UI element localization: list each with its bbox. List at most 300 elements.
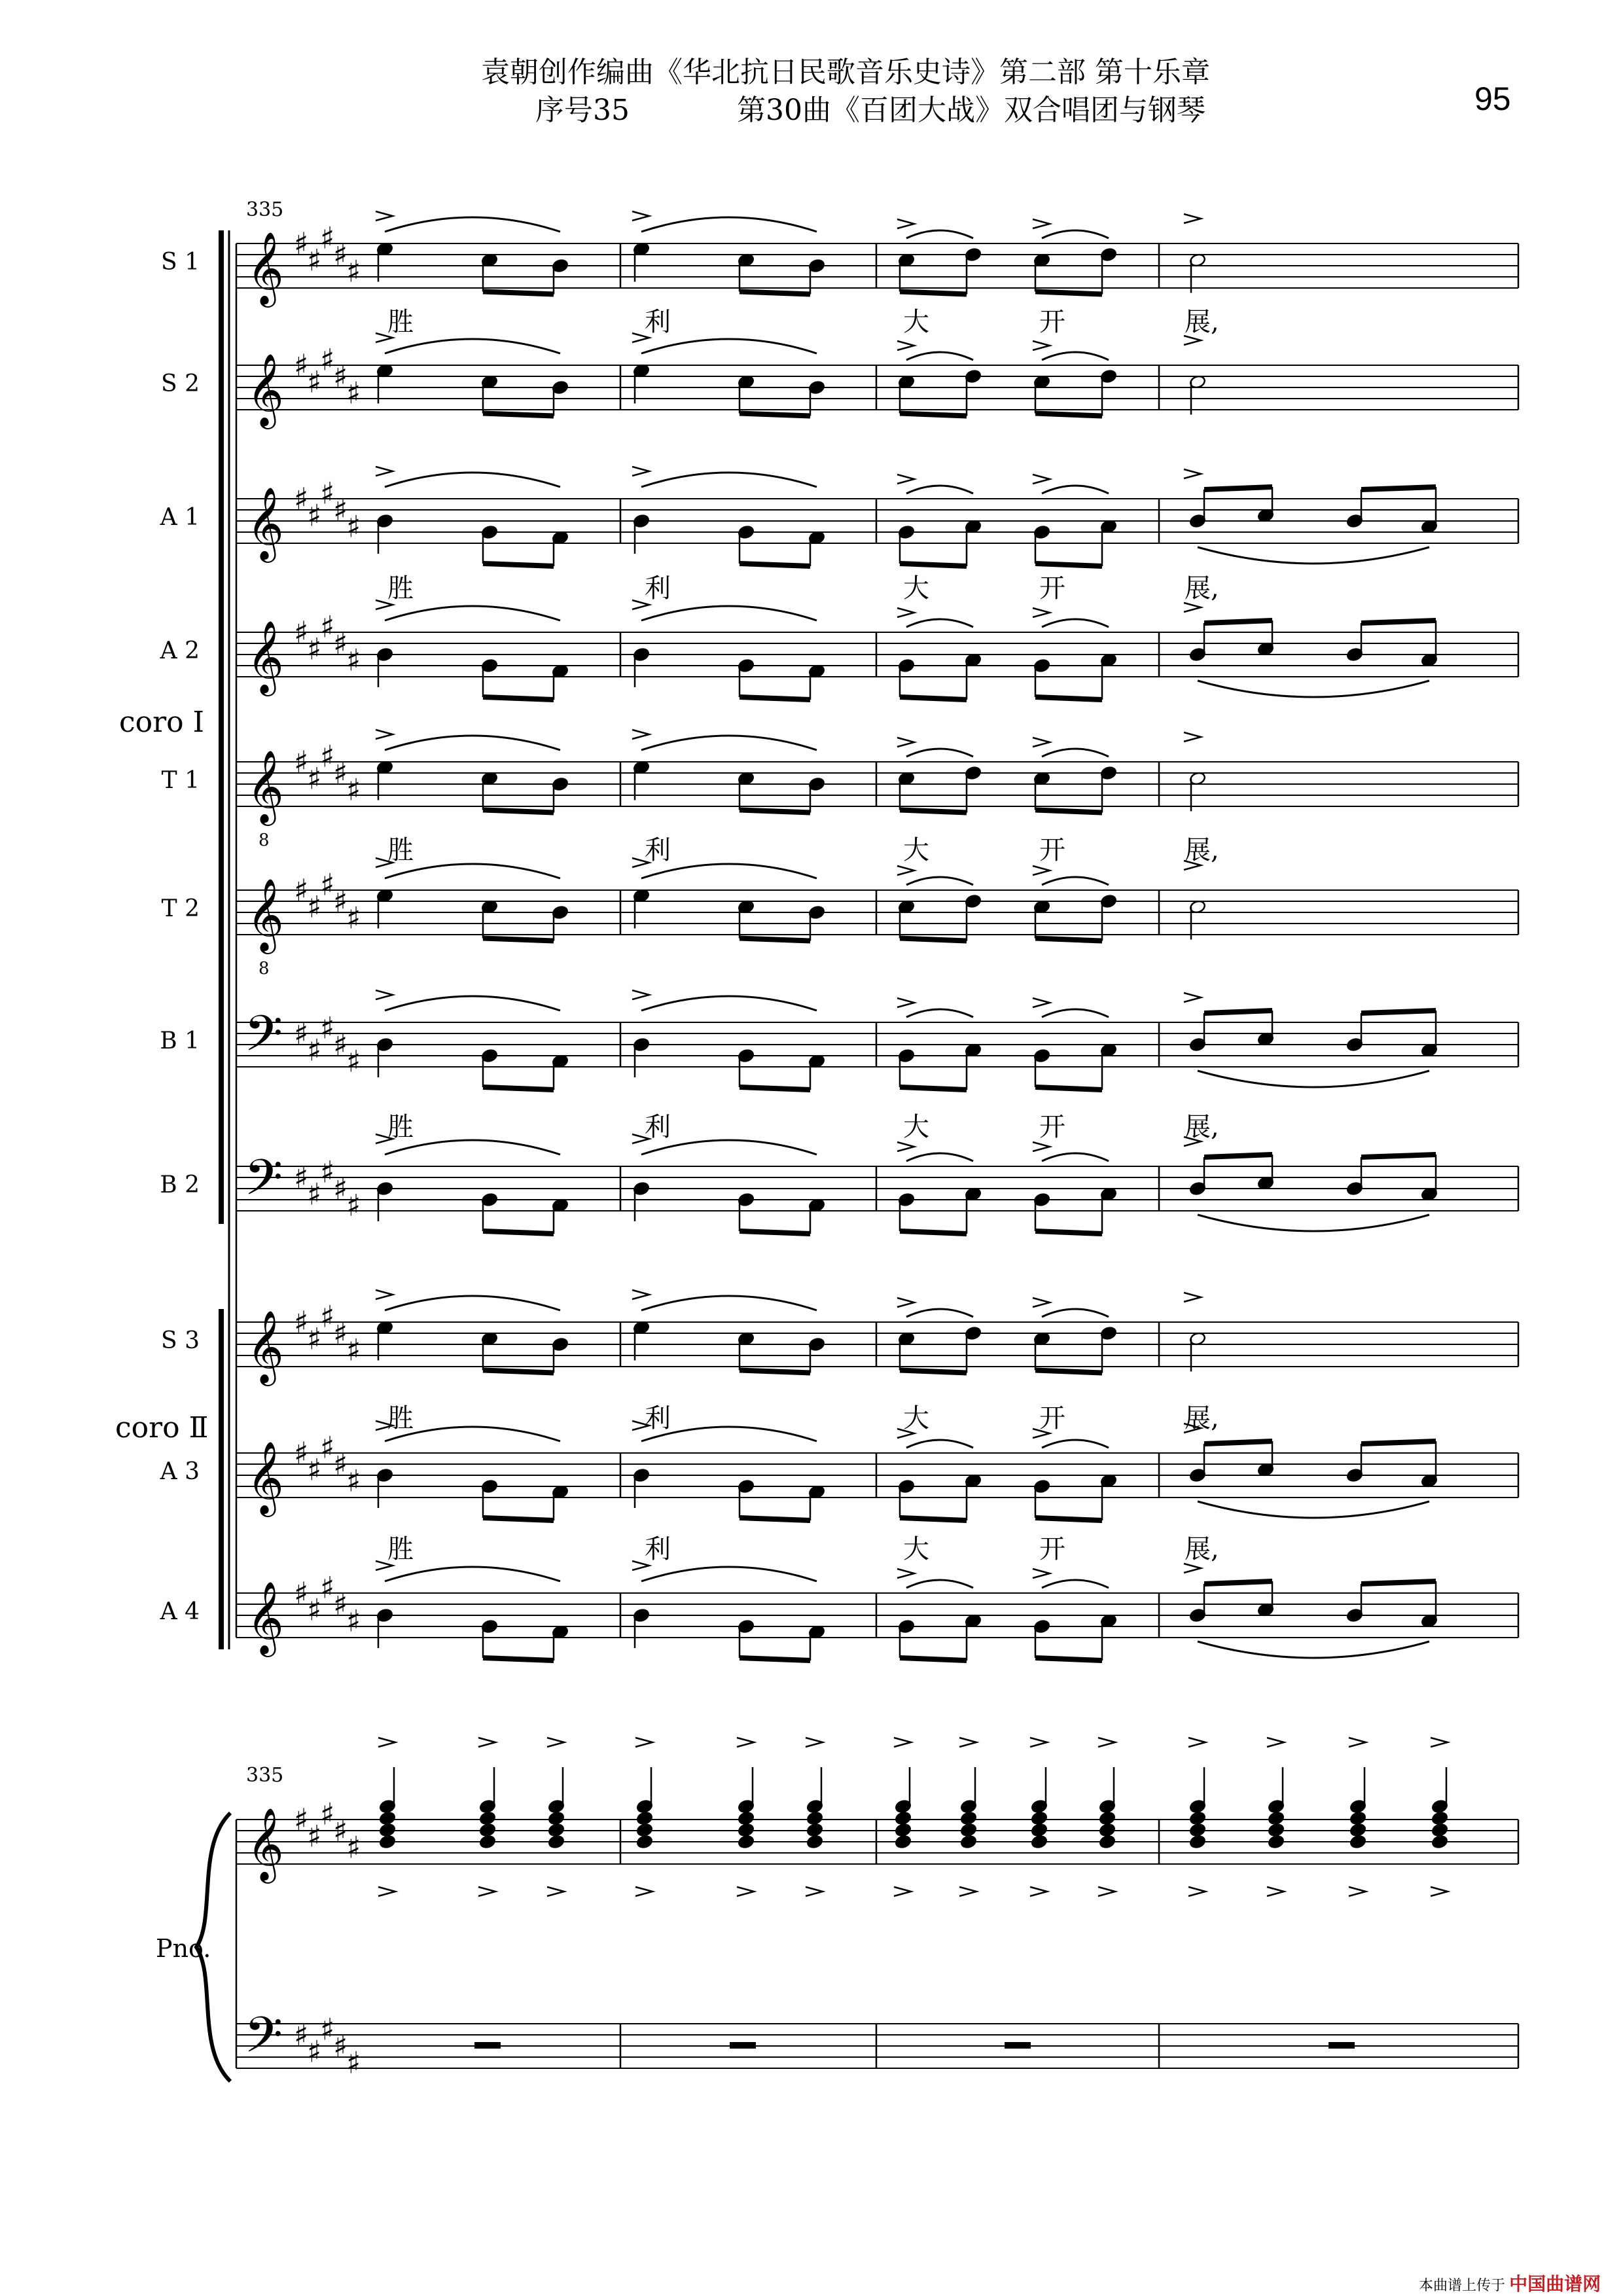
slur (385, 339, 560, 353)
sharp-icon: ♯ (333, 2028, 348, 2064)
slur (1042, 1440, 1109, 1448)
beam (483, 697, 554, 700)
sharp-icon: ♯ (346, 1187, 361, 1223)
lyric-syllable: 利 (645, 1403, 671, 1433)
lyric-syllable: 利 (645, 1534, 671, 1564)
accent-mark (1033, 341, 1050, 350)
slur (1042, 1153, 1109, 1161)
beam (900, 939, 967, 941)
accent-mark (1349, 1887, 1366, 1896)
lyric-syllable: 胜 (387, 307, 414, 337)
chord-notehead (806, 1811, 823, 1826)
beam (900, 1518, 967, 1520)
octave-marker: 8 (259, 831, 270, 850)
slur (906, 1309, 973, 1317)
sharp-icon: ♯ (333, 884, 348, 919)
accent-mark (959, 1887, 976, 1896)
accent-mark (1098, 1887, 1115, 1896)
accent-mark (1184, 336, 1201, 345)
score-subtitle: 第30曲《百团大战》双合唱团与钢琴 (737, 94, 1205, 127)
chord-notehead (379, 1835, 396, 1850)
sharp-icon: ♯ (294, 481, 309, 516)
beam (1361, 1581, 1436, 1584)
accent-mark (806, 1738, 823, 1747)
beam (1204, 487, 1272, 490)
chord-notehead (738, 1835, 755, 1850)
sharp-icon: ♯ (320, 475, 335, 511)
chord-notehead (1099, 1835, 1116, 1850)
chord-notehead (1031, 1823, 1048, 1838)
sharp-icon: ♯ (320, 609, 335, 645)
sharp-icon: ♯ (346, 1463, 361, 1499)
slur (385, 864, 560, 878)
sharp-icon: ♯ (294, 1304, 309, 1340)
accent-mark (376, 730, 393, 739)
accent-mark (1033, 1298, 1050, 1307)
sharp-icon: ♯ (346, 1829, 361, 1865)
beam (900, 697, 967, 700)
beam (900, 564, 967, 566)
sharp-icon: ♯ (307, 242, 322, 278)
lyric-syllable: 展, (1185, 573, 1219, 603)
sharp-icon: ♯ (333, 755, 348, 791)
accent-mark (1184, 1293, 1201, 1302)
beam (740, 939, 810, 941)
chord-notehead (1431, 1811, 1448, 1826)
sharp-icon: ♯ (294, 1435, 309, 1471)
accent-mark (1033, 219, 1050, 228)
slur (385, 217, 560, 232)
sharp-icon: ♯ (346, 642, 361, 678)
accent-mark (1184, 469, 1201, 478)
lyric-syllable: 利 (645, 1112, 671, 1142)
sharp-icon: ♯ (320, 1796, 335, 1832)
chord-notehead (895, 1823, 912, 1838)
accent-mark (1431, 1738, 1448, 1747)
lyric-syllable: 大 (903, 307, 929, 337)
beam (900, 1087, 967, 1090)
beam (483, 810, 554, 813)
accent-mark (806, 1887, 823, 1896)
chord-notehead (1349, 1811, 1366, 1826)
sharp-icon: ♯ (346, 1332, 361, 1368)
beam (1204, 1155, 1272, 1157)
sharp-icon: ♯ (307, 1032, 322, 1068)
staff-label-b2: B 2 (160, 1172, 200, 1198)
beam (740, 292, 810, 295)
sharp-icon: ♯ (320, 738, 335, 774)
sharp-icon: ♯ (333, 1171, 348, 1206)
chord-notehead (548, 1811, 565, 1826)
accent-mark (1033, 1569, 1050, 1578)
slur (1042, 619, 1109, 627)
slur (906, 1153, 973, 1161)
accent-mark (632, 1290, 649, 1299)
chord-notehead (1349, 1835, 1366, 1850)
score-title: 袁朝创作编曲《华北抗日民歌音乐史诗》第二部 第十乐章 (481, 56, 1210, 89)
chord-notehead (1189, 1835, 1206, 1850)
beam (1204, 1581, 1272, 1584)
accent-mark (632, 467, 649, 476)
chord-notehead (479, 1823, 496, 1838)
chord-notehead (1099, 1811, 1116, 1826)
sharp-icon: ♯ (320, 867, 335, 903)
sharp-icon: ♯ (346, 1603, 361, 1639)
accent-mark (1033, 475, 1050, 484)
slur (641, 996, 817, 1011)
sharp-icon: ♯ (294, 1160, 309, 1195)
slur (1042, 486, 1109, 493)
chord-notehead (960, 1835, 977, 1850)
slur (1042, 749, 1109, 757)
accent-mark (635, 1738, 652, 1747)
lyric-syllable: 利 (645, 307, 671, 337)
accent-mark (1184, 603, 1201, 612)
upload-note: 本曲谱上传于 (1419, 2277, 1506, 2293)
beam (483, 292, 554, 295)
beam (900, 1371, 967, 1373)
chord-notehead (1099, 1823, 1116, 1838)
accent-mark (737, 1738, 754, 1747)
chord-notehead (548, 1823, 565, 1838)
page-number: 95 (1474, 81, 1511, 117)
beam (1204, 1441, 1272, 1444)
staff-label-a1: A 1 (160, 504, 200, 531)
treble-clef-icon: 𝄞 (247, 1310, 284, 1383)
lyric-syllable: 大 (903, 573, 929, 603)
slur (641, 736, 817, 750)
sharp-icon: ♯ (307, 1592, 322, 1628)
chord-notehead (738, 1823, 755, 1838)
accent-mark (1033, 738, 1050, 747)
lyric-syllable: 开 (1039, 835, 1065, 865)
sharp-icon: ♯ (320, 1010, 335, 1046)
accent-mark (897, 341, 914, 350)
beam (1035, 697, 1102, 700)
accent-mark (897, 219, 914, 228)
chord-notehead (1189, 1823, 1206, 1838)
lyric-syllable: 胜 (387, 835, 414, 865)
lyric-syllable: 开 (1039, 573, 1065, 603)
chord-notehead (1189, 1811, 1206, 1826)
lyric-syllable: 胜 (387, 1403, 414, 1433)
slur (1042, 877, 1109, 885)
beam (1035, 1087, 1102, 1090)
beam (1361, 620, 1436, 623)
sharp-icon: ♯ (333, 626, 348, 661)
slur (641, 339, 817, 353)
sharp-icon: ♯ (333, 492, 348, 528)
lyric-syllable: 展, (1185, 1403, 1219, 1433)
bass-clef-icon: 𝄢 (244, 2006, 283, 2076)
bass-clef-icon: 𝄢 (244, 1149, 283, 1219)
sharp-icon: ♯ (307, 1321, 322, 1357)
beam (1035, 1518, 1102, 1520)
beam (1035, 292, 1102, 295)
beam (900, 292, 967, 295)
lyric-syllable: 利 (645, 835, 671, 865)
bass-clef-icon: 𝄢 (244, 1005, 283, 1075)
sharp-icon: ♯ (346, 2045, 361, 2081)
staff-label-a2: A 2 (160, 637, 200, 664)
slur (1042, 1580, 1109, 1588)
sharp-icon: ♯ (307, 364, 322, 400)
treble-clef-icon: 𝄞 (247, 486, 284, 560)
accent-mark (1033, 866, 1050, 875)
accent-mark (376, 467, 393, 476)
sharp-icon: ♯ (333, 1027, 348, 1062)
slur (1042, 352, 1109, 360)
accent-mark (959, 1738, 976, 1747)
measure-number: 335 (246, 1764, 284, 1787)
slur (641, 1567, 817, 1581)
measure-number: 335 (246, 198, 284, 221)
whole-rest-icon (474, 2042, 501, 2049)
beam (740, 1371, 810, 1373)
sharp-icon: ♯ (333, 237, 348, 272)
slur (385, 1296, 560, 1310)
beam (740, 697, 810, 700)
sharp-icon: ♯ (346, 253, 361, 289)
treble-clef-icon: 𝄞 (247, 878, 284, 951)
accent-mark (897, 475, 914, 484)
accent-mark (1267, 1887, 1284, 1896)
lyric-syllable: 胜 (387, 1534, 414, 1564)
beam (740, 1518, 810, 1520)
beam (1204, 620, 1272, 623)
whole-rest-icon (1329, 2042, 1355, 2049)
accent-mark (897, 738, 914, 747)
sharp-icon: ♯ (294, 615, 309, 650)
sharp-icon: ♯ (307, 497, 322, 533)
sharp-icon: ♯ (320, 220, 335, 256)
beam (1361, 1155, 1436, 1157)
beam (1204, 1011, 1272, 1013)
slur (906, 1440, 973, 1448)
chord-notehead (738, 1811, 755, 1826)
sharp-icon: ♯ (320, 2011, 335, 2047)
sharp-icon: ♯ (294, 1802, 309, 1837)
coro-label-two: coro Ⅱ (115, 1411, 209, 1444)
chord-notehead (806, 1823, 823, 1838)
accent-mark (1030, 1887, 1047, 1896)
slur (906, 1580, 973, 1588)
beam (900, 1231, 967, 1234)
beam (1035, 1231, 1102, 1234)
slur (906, 749, 973, 757)
beam (1035, 1658, 1102, 1660)
sharp-icon: ♯ (333, 1316, 348, 1351)
chord-notehead (1431, 1823, 1448, 1838)
sharp-icon: ♯ (333, 1446, 348, 1482)
lyric-syllable: 开 (1039, 1403, 1065, 1433)
accent-mark (632, 990, 649, 999)
sharp-icon: ♯ (320, 1429, 335, 1465)
beam (740, 1231, 810, 1234)
beam (1035, 939, 1102, 941)
accent-mark (635, 1887, 652, 1896)
accent-mark (547, 1738, 564, 1747)
treble-clef-icon: 𝄞 (247, 353, 284, 426)
accent-mark (897, 866, 914, 875)
sharp-icon: ♯ (294, 348, 309, 383)
sharp-icon: ♯ (307, 1452, 322, 1488)
accent-mark (478, 1887, 495, 1896)
sharp-icon: ♯ (320, 1154, 335, 1190)
slur (641, 1140, 817, 1155)
slur (1042, 1009, 1109, 1017)
treble-clef-icon: 𝄞 (247, 231, 284, 304)
slur (1198, 1071, 1429, 1087)
chord-notehead (636, 1811, 653, 1826)
chord-notehead (895, 1811, 912, 1826)
accent-mark (1184, 1564, 1201, 1573)
sharp-icon: ♯ (320, 1570, 335, 1605)
beam (483, 414, 554, 416)
beam (740, 810, 810, 813)
slur (906, 1009, 973, 1017)
beam (483, 1087, 554, 1090)
sharp-icon: ♯ (307, 1818, 322, 1854)
chord-notehead (960, 1811, 977, 1826)
sharp-icon: ♯ (307, 2034, 322, 2070)
accent-mark (897, 998, 914, 1007)
sharp-icon: ♯ (333, 1587, 348, 1622)
slur (906, 486, 973, 493)
staff-label-s3: S 3 (160, 1327, 200, 1354)
beam (900, 810, 967, 813)
sharp-icon: ♯ (294, 1016, 309, 1051)
slur (385, 996, 560, 1011)
sharp-icon: ♯ (320, 1299, 335, 1335)
treble-clef-icon: 𝄞 (247, 620, 284, 693)
accent-mark (1431, 1887, 1448, 1896)
beam (900, 1658, 967, 1660)
whole-rest-icon (1005, 2042, 1031, 2049)
coro-label-one: coro Ⅰ (119, 706, 205, 739)
accent-mark (1267, 1738, 1284, 1747)
lyric-syllable: 胜 (387, 1112, 414, 1142)
accent-mark (378, 1738, 395, 1747)
sharp-icon: ♯ (320, 342, 335, 378)
accent-mark (1184, 214, 1201, 223)
slur (641, 217, 817, 232)
footer-credit (1419, 2270, 1601, 2296)
accent-mark (897, 1142, 914, 1151)
accent-mark (1184, 732, 1201, 742)
accent-mark (1033, 1142, 1050, 1151)
sharp-icon: ♯ (294, 1575, 309, 1611)
sharp-icon: ♯ (333, 1813, 348, 1848)
accent-mark (897, 1569, 914, 1578)
accent-mark (376, 211, 393, 221)
chord-notehead (1268, 1823, 1285, 1838)
lyric-syllable: 开 (1039, 307, 1065, 337)
treble-clef-icon: 𝄞 (247, 1807, 284, 1880)
lyric-syllable: 展, (1185, 307, 1219, 337)
accent-mark (1188, 1738, 1205, 1747)
chord-notehead (1031, 1811, 1048, 1826)
accent-mark (1184, 993, 1201, 1002)
slur (385, 606, 560, 620)
slur (906, 877, 973, 885)
chord-notehead (479, 1811, 496, 1826)
lyric-syllable: 利 (645, 573, 671, 603)
chord-notehead (806, 1835, 823, 1850)
beam (1035, 1371, 1102, 1373)
treble-clef-icon: 𝄞 (247, 749, 284, 823)
beam (1035, 810, 1102, 813)
chord-notehead (1031, 1835, 1048, 1850)
chord-notehead (548, 1835, 565, 1850)
octave-marker: 8 (259, 959, 270, 978)
lyric-syllable: 展, (1185, 835, 1219, 865)
accent-mark (547, 1887, 564, 1896)
sharp-icon: ♯ (346, 772, 361, 808)
beam (1361, 1441, 1436, 1444)
whole-rest-icon (730, 2042, 756, 2049)
accent-mark (897, 1298, 914, 1307)
staff-label-a4: A 4 (160, 1598, 200, 1625)
beam (483, 1371, 554, 1373)
sharp-icon: ♯ (346, 900, 361, 936)
beam (900, 414, 967, 416)
lyric-syllable: 大 (903, 835, 929, 865)
sharp-icon: ♯ (294, 872, 309, 908)
slur (1198, 681, 1429, 697)
slur (641, 864, 817, 878)
slur (1198, 547, 1429, 564)
slur (1198, 1641, 1429, 1658)
piano-label: Pno. (156, 1934, 211, 1963)
sharp-icon: ♯ (307, 631, 322, 667)
lyric-syllable: 大 (903, 1112, 929, 1142)
beam (740, 564, 810, 566)
sharp-icon: ♯ (333, 359, 348, 394)
accent-mark (1098, 1738, 1115, 1747)
staff-label-t1: T 1 (161, 767, 200, 794)
accent-mark (478, 1738, 495, 1747)
chord-notehead (379, 1823, 396, 1838)
slur (641, 473, 817, 487)
accent-mark (1033, 608, 1050, 617)
staff-label-t2: T 2 (161, 895, 200, 922)
sharp-icon: ♯ (307, 1176, 322, 1212)
sharp-icon: ♯ (294, 226, 309, 261)
lyric-syllable: 大 (903, 1403, 929, 1433)
chord-notehead (960, 1823, 977, 1838)
chord-notehead (1349, 1823, 1366, 1838)
beam (483, 564, 554, 566)
beam (1361, 1011, 1436, 1013)
sharp-icon: ♯ (307, 761, 322, 797)
sharp-icon: ♯ (294, 744, 309, 780)
staff-label-b1: B 1 (160, 1028, 200, 1054)
slur (1042, 1309, 1109, 1317)
accent-mark (894, 1887, 911, 1896)
treble-clef-icon: 𝄞 (247, 1441, 284, 1514)
accent-mark (376, 1290, 393, 1299)
beam (740, 1087, 810, 1090)
accent-mark (632, 730, 649, 739)
lyric-syllable: 展, (1185, 1534, 1219, 1564)
sharp-icon: ♯ (346, 509, 361, 545)
accent-mark (1349, 1738, 1366, 1747)
accent-mark (378, 1887, 395, 1896)
slur (1198, 1501, 1429, 1518)
staff-label-s2: S 2 (160, 370, 200, 397)
accent-mark (376, 990, 393, 999)
